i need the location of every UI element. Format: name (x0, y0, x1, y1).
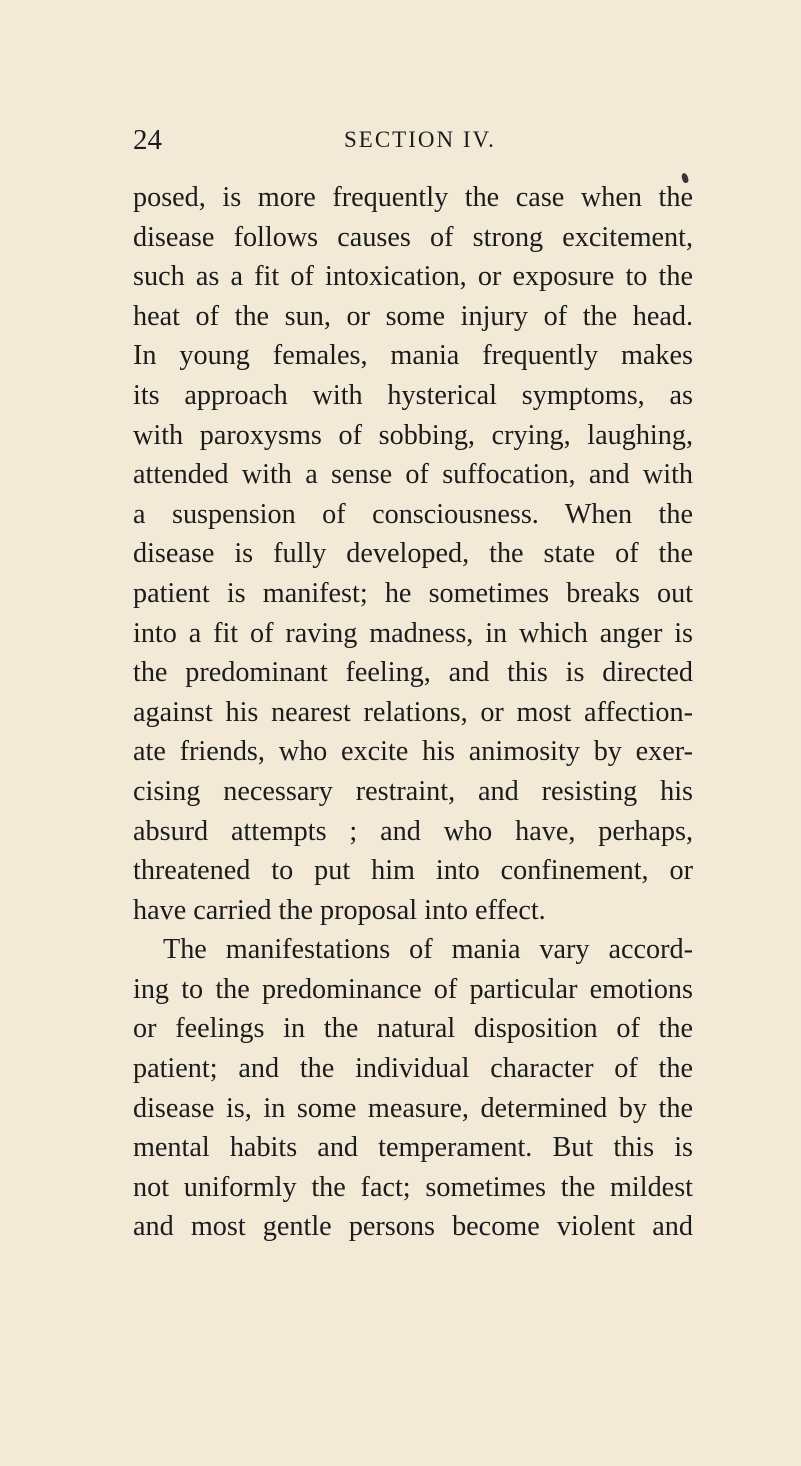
text-line: the predominant feeling, and this is directed (133, 657, 693, 689)
text-line: disease follows causes of strong excitement, (133, 221, 693, 253)
text-line: with paroxysms of sobbing, crying, laughing, (133, 419, 693, 451)
text-line: have carried the proposal into effect. (133, 894, 546, 926)
page-header (133, 120, 693, 160)
body-text (133, 178, 693, 1247)
text-line: disease is, in some measure, determined by the (133, 1092, 693, 1124)
text-line: or feelings in the natural disposition of the (133, 1013, 693, 1045)
text-line: into a fit of raving madness, in which anger is (133, 617, 693, 649)
text-line: heat of the sun, or some injury of the head. (133, 300, 693, 332)
text-line: patient; and the individual character of the (133, 1053, 693, 1085)
text-line: against his nearest relations, or most affection- (133, 696, 693, 728)
text-line: its approach with hysterical symptoms, as (133, 379, 693, 411)
text-line: not uniformly the fact; sometimes the mildest (133, 1171, 693, 1203)
text-line: threatened to put him into confinement, or (133, 855, 693, 887)
text-line: attended with a sense of suffocation, and with (133, 459, 693, 491)
text-line: and most gentle persons become violent and (133, 1211, 693, 1243)
text-line: patient is manifest; he sometimes breaks out (133, 577, 693, 609)
text-line: cising necessary restraint, and resisting his (133, 775, 693, 807)
page-number: 24 (133, 124, 162, 156)
text-line: a suspension of consciousness. When the (133, 498, 693, 530)
text-line: such as a fit of intoxication, or exposure to the (133, 261, 693, 293)
text-line: The manifestations of mania vary accord- (163, 934, 693, 966)
text-line: posed, is more frequently the case when the (133, 182, 693, 213)
text-line: ing to the predominance of particular emotions (133, 973, 693, 1005)
text-line: absurd attempts ; and who have, perhaps, (133, 815, 693, 847)
text-line: In young females, mania frequently makes (133, 340, 693, 372)
text-line: disease is fully developed, the state of the (133, 538, 693, 570)
text-line: ate friends, who excite his animosity by exer- (133, 736, 693, 768)
running-head: SECTION IV. (344, 127, 496, 152)
text-line: mental habits and temperament. But this is (133, 1132, 693, 1164)
